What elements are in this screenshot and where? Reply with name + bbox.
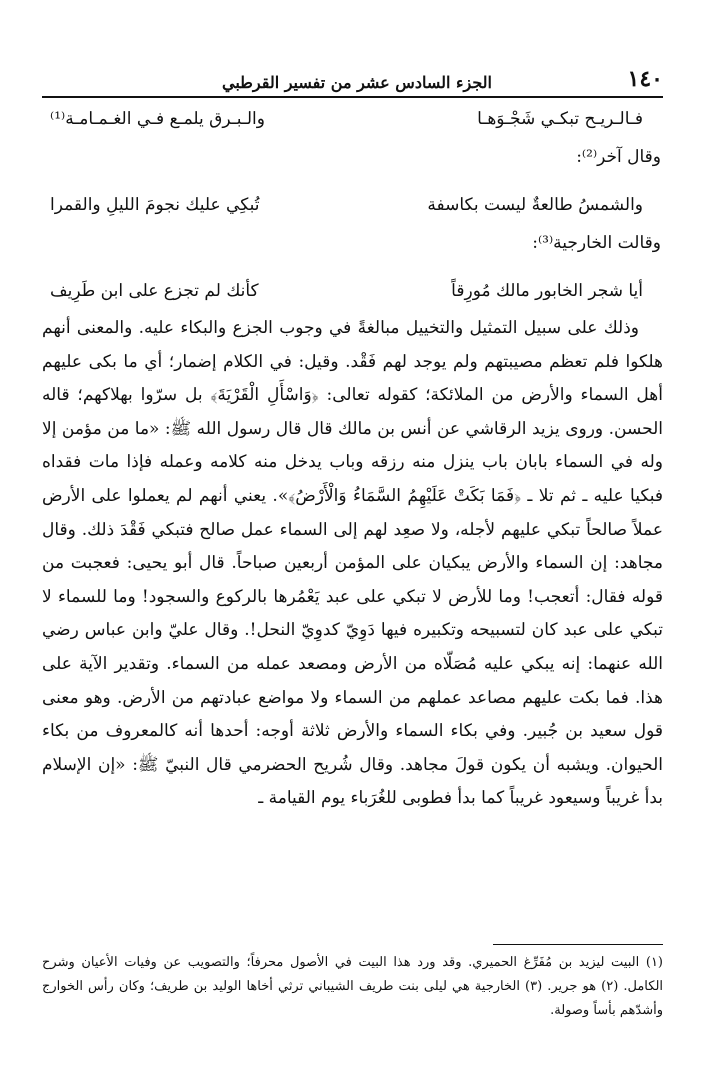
footnote-divider [493,944,663,945]
verse-line [42,274,663,312]
running-title: الجزء السادس عشر من تفسير القرطبي [222,73,492,92]
verse-second-hemistich: كأنك لم تجزع على ابن طَرِيف [50,281,259,301]
verse-first-hemistich: والشمسُ طالعةٌ ليست بكاسفة [427,195,643,215]
verse-line [42,188,663,226]
footnotes [42,944,663,1023]
verse-intro: وقالت الخارجية⁽³⁾: [532,233,661,253]
verse-line [42,102,663,140]
verse-first-hemistich: فـالـريـح تبكـي شَجْـوَهـا [477,109,643,129]
page-header [42,60,663,98]
verse-second-hemistich: والـبـرق يلمـع فـي الغـمـامـة⁽¹⁾ [50,109,265,129]
verse-first-hemistich: أيا شجر الخابور مالك مُورِقاً [451,281,643,301]
main-content [42,102,663,816]
page-number: ١٤٠ [627,66,663,92]
verse-second-hemistich: تُبكِي عليك نجومَ الليلِ والقمرا [50,195,260,215]
commentary-body [42,312,663,816]
verse-intro: وقال آخر⁽²⁾: [576,147,661,167]
commentary-paragraph: وذلك على سبيل التمثيل والتخييل مبالغةً في وجوب الجزع والبكاء عليه. والمعنى أنهم هلكوا فلم تعظم مصيبتهم ولم يوجد لهم فَقْد. وقيل: في الكلام إضمار؛ أي ما بكى عليهم أهل السماء والأرض من الملائكة؛ كقوله تعالى: ﴿وَاسْأَلِ الْقَرْيَةَ﴾ بل سرّوا بهلاكهم؛ قاله الحسن. وروى يزيد الرقاشي عن أنس بن مالك قال قال رسول الله ﷺ: «ما من مؤمن إلا وله في السماء بابان باب ينزل منه رزقه وباب يدخل منه كلامه وعمله فإذا مات فقداه فبكيا عليه ـ ثم تلا ـ ﴿فَمَا بَكَتْ عَلَيْهِمُ السَّمَاءُ وَالْأَرْضُ﴾». يعني أنهم لم يعملوا على الأرض عملاً صالحاً تبكي عليهم لأجله، ولا صعِد لهم إلى السماء عمل صالح فتبكي فَقْدَ ذلك. وقال مجاهد: إن السماء والأرض يبكيان على المؤمن أربعين صباحاً. قال أبو يحيى: فعجبت من قوله فقال: أتعجب! وما للأرض لا تبكي على عبد يَعْمُرها بالركوع والسجود! وما للسماء لا تبكي على عبد كان لتسبيحه وتكبيره فيها دَوِيّ كدوِيّ النحل!. وقال عليّ وابن عباس رضي الله عنهما: إنه يبكي عليه مُصَلّاه من الأرض ومصعد عمله من السماء. وتقدير الآية على هذا. فما بكت عليهم مصاعد عملهم من السماء ولا مواضع عبادتهم من الأرض. وهو معنى قول سعيد بن جُبير. وفي بكاء السماء والأرض ثلاثة أوجه: أحدها أنه كالمعروف من بكاء الحيوان. ويشبه أن يكون قولَ مجاهد. وقال شُريح الحضرمي قال النبيّ ﷺ: «إن الإسلام بدأ غريباً وسيعود غريباً كما بدأ فطوبى للغُرَباء يوم القيامة ـ [42,318,663,809]
footnote-text: (١) البيت ليزيد بن مُفَرِّغ الحميري. وقد ورد هذا البيت في الأصول محرفاً؛ والتصويب عن وفيات الأعيان وشرح الكامل. (٢) هو جرير. (٣) الخارجية هي ليلى بنت طريف الشيباني ترثي أخاها الوليد بن طريف؛ وكان رأس الخوارج وأشدّهم بأساً وصولة. [42,955,664,1018]
